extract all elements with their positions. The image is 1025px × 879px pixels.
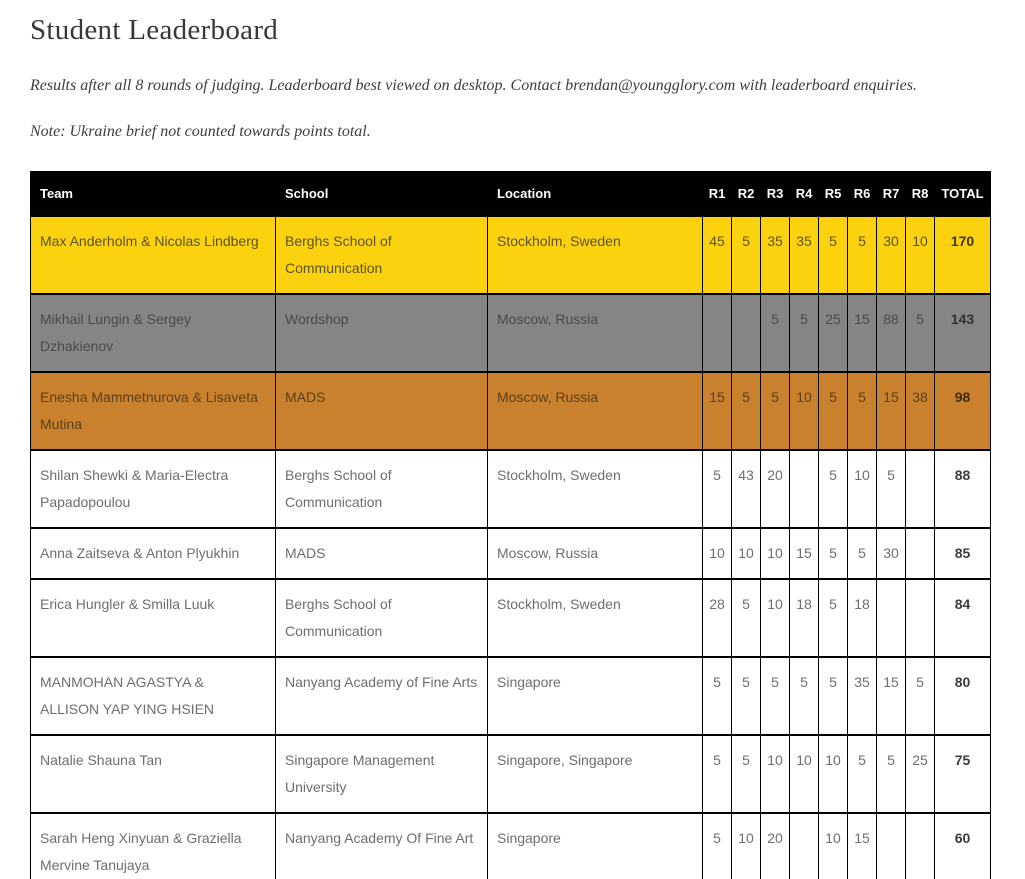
score-cell-r2: 5 (732, 735, 761, 813)
score-cell-r5: 5 (819, 216, 848, 294)
score-cell-r8 (906, 450, 935, 528)
column-header-r2: R2 (732, 172, 761, 217)
score-cell-r1: 5 (703, 657, 732, 735)
score-cell-r6: 5 (848, 372, 877, 450)
page-subtitle: Results after all 8 rounds of judging. Leaderboard best viewed on desktop. Contact brendan@youngglory.com with leaderboard enquiries. (30, 77, 917, 94)
score-cell-r8: 5 (906, 657, 935, 735)
school-cell: Nanyang Academy Of Fine Art (276, 813, 488, 879)
table-row (31, 372, 991, 450)
total-cell: 85 (935, 528, 991, 579)
team-cell: Sarah Heng Xinyuan & Graziella Mervine Tanujaya (31, 813, 276, 879)
page-title: Student Leaderboard (30, 14, 279, 46)
team-cell: Max Anderholm & Nicolas Lindberg (31, 216, 276, 294)
score-cell-r7: 5 (877, 450, 906, 528)
score-cell-r5: 5 (819, 450, 848, 528)
score-cell-r3: 10 (761, 528, 790, 579)
location-cell: Stockholm, Sweden (488, 450, 703, 528)
table-row (31, 216, 991, 294)
score-cell-r8 (906, 579, 935, 657)
table-row (31, 450, 991, 528)
score-cell-r4: 15 (790, 528, 819, 579)
leaderboard-table (30, 171, 991, 879)
score-cell-r1 (703, 294, 732, 372)
score-cell-r1: 5 (703, 813, 732, 879)
table-body (31, 216, 991, 879)
score-cell-r7 (877, 579, 906, 657)
score-cell-r6: 10 (848, 450, 877, 528)
table-row (31, 813, 991, 879)
total-cell: 88 (935, 450, 991, 528)
location-cell: Moscow, Russia (488, 528, 703, 579)
score-cell-r7: 30 (877, 528, 906, 579)
school-cell: Wordshop (276, 294, 488, 372)
score-cell-r8: 10 (906, 216, 935, 294)
score-cell-r1: 10 (703, 528, 732, 579)
location-cell: Moscow, Russia (488, 372, 703, 450)
location-cell: Singapore (488, 813, 703, 879)
score-cell-r5: 5 (819, 657, 848, 735)
score-cell-r1: 45 (703, 216, 732, 294)
score-cell-r7: 88 (877, 294, 906, 372)
location-cell: Singapore, Singapore (488, 735, 703, 813)
score-cell-r4 (790, 813, 819, 879)
score-cell-r3: 5 (761, 372, 790, 450)
score-cell-r6: 15 (848, 294, 877, 372)
score-cell-r7: 15 (877, 657, 906, 735)
score-cell-r2 (732, 294, 761, 372)
total-cell: 170 (935, 216, 991, 294)
score-cell-r1: 5 (703, 735, 732, 813)
score-cell-r8: 25 (906, 735, 935, 813)
score-cell-r1: 28 (703, 579, 732, 657)
score-cell-r2: 5 (732, 579, 761, 657)
table-row (31, 528, 991, 579)
score-cell-r2: 5 (732, 216, 761, 294)
school-cell: Berghs School of Communication (276, 216, 488, 294)
score-cell-r6: 5 (848, 528, 877, 579)
school-cell: Berghs School of Communication (276, 450, 488, 528)
table-row (31, 294, 991, 372)
score-cell-r5: 10 (819, 735, 848, 813)
score-cell-r8: 5 (906, 294, 935, 372)
column-header-r1: R1 (703, 172, 732, 217)
score-cell-r7: 15 (877, 372, 906, 450)
total-cell: 75 (935, 735, 991, 813)
score-cell-r4: 35 (790, 216, 819, 294)
score-cell-r6: 5 (848, 216, 877, 294)
score-cell-r3: 5 (761, 657, 790, 735)
score-cell-r3: 20 (761, 813, 790, 879)
team-cell: MANMOHAN AGASTYA & ALLISON YAP YING HSIEN (31, 657, 276, 735)
score-cell-r7 (877, 813, 906, 879)
score-cell-r6: 15 (848, 813, 877, 879)
location-cell: Stockholm, Sweden (488, 579, 703, 657)
page-note: Note: Ukraine brief not counted towards points total. (30, 123, 371, 140)
score-cell-r3: 10 (761, 735, 790, 813)
score-cell-r4: 10 (790, 735, 819, 813)
score-cell-r4: 18 (790, 579, 819, 657)
team-cell: Enesha Mammetnurova & Lisaveta Mutina (31, 372, 276, 450)
total-cell: 80 (935, 657, 991, 735)
score-cell-r4 (790, 450, 819, 528)
score-cell-r2: 5 (732, 372, 761, 450)
column-header-r4: R4 (790, 172, 819, 217)
school-cell: MADS (276, 372, 488, 450)
school-cell: Berghs School of Communication (276, 579, 488, 657)
score-cell-r5: 5 (819, 372, 848, 450)
table-header-row (31, 172, 991, 217)
school-cell: MADS (276, 528, 488, 579)
score-cell-r8: 38 (906, 372, 935, 450)
leaderboard-table-wrap (30, 171, 997, 879)
school-cell: Nanyang Academy of Fine Arts (276, 657, 488, 735)
score-cell-r3: 5 (761, 294, 790, 372)
team-cell: Shilan Shewki & Maria-Electra Papadopoulou (31, 450, 276, 528)
column-header-r5: R5 (819, 172, 848, 217)
score-cell-r2: 43 (732, 450, 761, 528)
score-cell-r7: 5 (877, 735, 906, 813)
column-header-team: Team (31, 172, 276, 217)
column-header-total: TOTAL (935, 172, 991, 217)
column-header-r6: R6 (848, 172, 877, 217)
score-cell-r4: 5 (790, 294, 819, 372)
score-cell-r7: 30 (877, 216, 906, 294)
team-cell: Mikhail Lungin & Sergey Dzhakienov (31, 294, 276, 372)
score-cell-r2: 5 (732, 657, 761, 735)
location-cell: Singapore (488, 657, 703, 735)
score-cell-r6: 18 (848, 579, 877, 657)
score-cell-r6: 35 (848, 657, 877, 735)
score-cell-r5: 10 (819, 813, 848, 879)
score-cell-r3: 35 (761, 216, 790, 294)
score-cell-r5: 5 (819, 528, 848, 579)
score-cell-r2: 10 (732, 528, 761, 579)
score-cell-r8 (906, 813, 935, 879)
column-header-r7: R7 (877, 172, 906, 217)
score-cell-r6: 5 (848, 735, 877, 813)
column-header-school: School (276, 172, 488, 217)
total-cell: 84 (935, 579, 991, 657)
school-cell: Singapore Management University (276, 735, 488, 813)
team-cell: Erica Hungler & Smilla Luuk (31, 579, 276, 657)
total-cell: 98 (935, 372, 991, 450)
column-header-r3: R3 (761, 172, 790, 217)
team-cell: Anna Zaitseva & Anton Plyukhin (31, 528, 276, 579)
score-cell-r3: 10 (761, 579, 790, 657)
total-cell: 60 (935, 813, 991, 879)
score-cell-r4: 5 (790, 657, 819, 735)
score-cell-r1: 5 (703, 450, 732, 528)
score-cell-r1: 15 (703, 372, 732, 450)
team-cell: Natalie Shauna Tan (31, 735, 276, 813)
score-cell-r8 (906, 528, 935, 579)
score-cell-r3: 20 (761, 450, 790, 528)
table-row (31, 657, 991, 735)
score-cell-r4: 10 (790, 372, 819, 450)
score-cell-r2: 10 (732, 813, 761, 879)
total-cell: 143 (935, 294, 991, 372)
score-cell-r5: 25 (819, 294, 848, 372)
column-header-location: Location (488, 172, 703, 217)
table-row (31, 735, 991, 813)
score-cell-r5: 5 (819, 579, 848, 657)
column-header-r8: R8 (906, 172, 935, 217)
table-row (31, 579, 991, 657)
location-cell: Moscow, Russia (488, 294, 703, 372)
location-cell: Stockholm, Sweden (488, 216, 703, 294)
